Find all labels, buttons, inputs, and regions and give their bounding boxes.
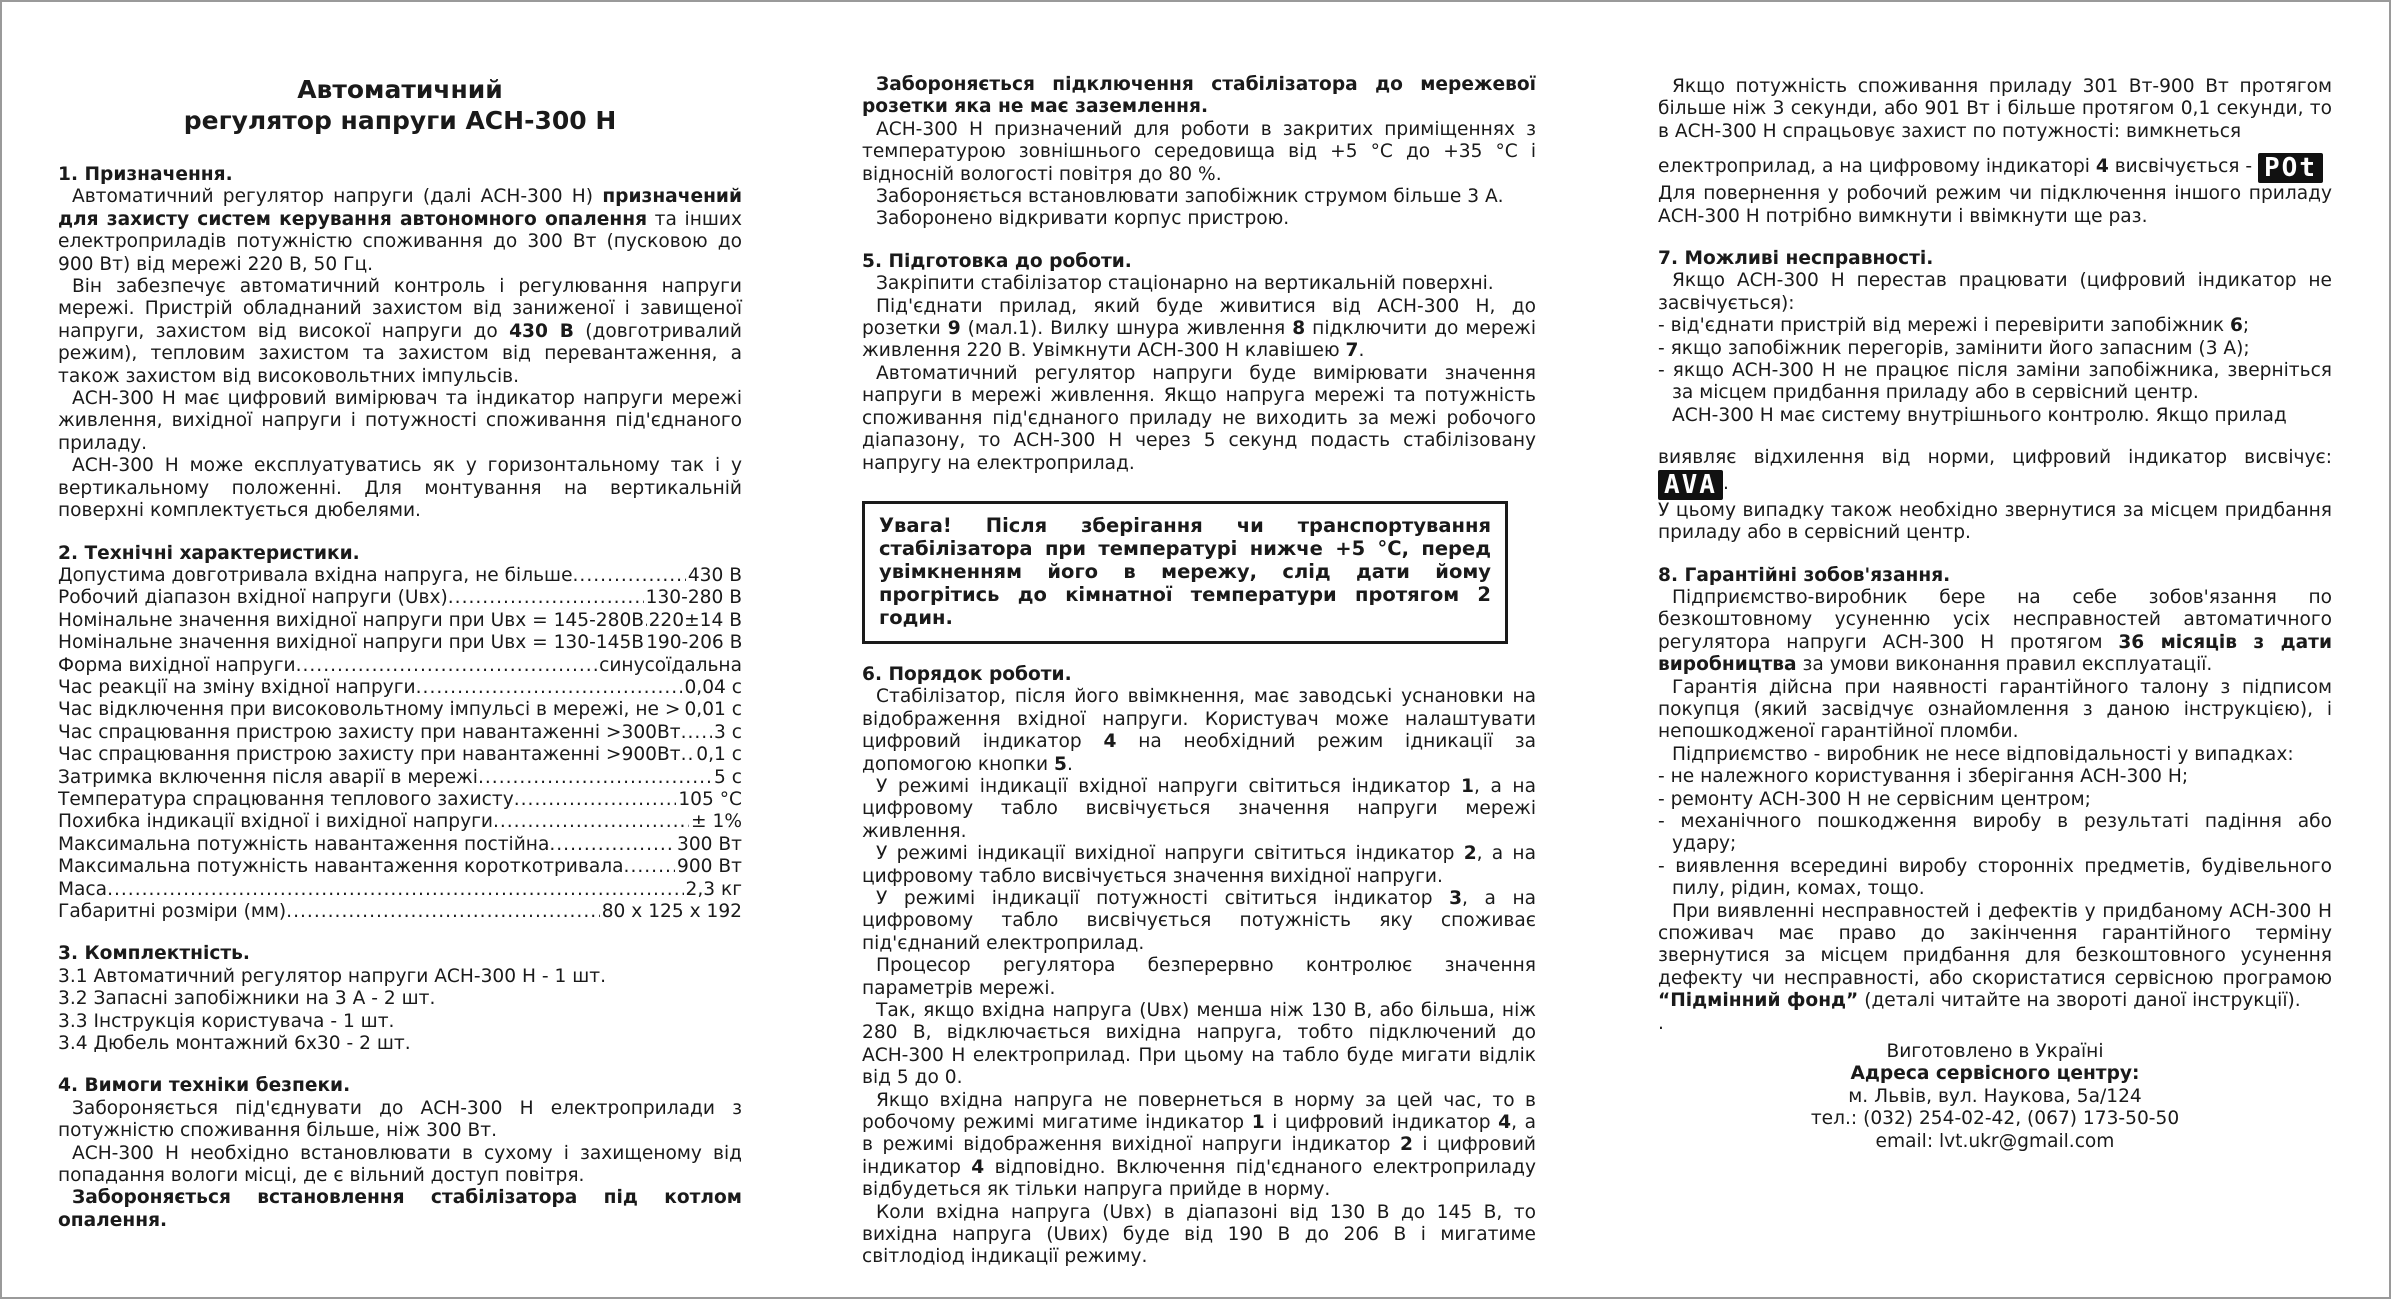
s5-p2-bold-7: 7 bbox=[1345, 340, 1359, 362]
spec-leader-dots bbox=[286, 901, 600, 923]
column-middle bbox=[862, 74, 1536, 1269]
spec-leader-dots bbox=[416, 677, 683, 699]
s8-paragraph-4 bbox=[1658, 901, 2332, 1013]
s1-p1-bold: призначений для захисту систем керування автономного опалення bbox=[58, 186, 742, 230]
s8-p4-text-a: При виявленні несправностей і дефектів у придбаному АСН-300 Н споживач має право до закінчення гарантійного терміну звернутися за місцем придбання для безкоштовного усунення дефекту чи несправності, або скористатися сервісною програмою bbox=[1658, 900, 2332, 989]
spec-value: 220±14 В bbox=[648, 609, 742, 631]
spec-value: 0,1 с bbox=[696, 744, 742, 766]
s4-paragraph-2: АСН-300 Н необхідно встановлювати в сухому і захищеному від попадання вологи місці, де є вільний доступ повітря. bbox=[58, 1142, 742, 1187]
s8-dash-1: - не належного користування і зберігання АСН-300 Н; bbox=[1658, 766, 2189, 788]
spec-row bbox=[58, 655, 742, 677]
spec-value: 900 Вт bbox=[677, 856, 742, 878]
section-3-heading: 3. Комплектність. bbox=[58, 943, 250, 965]
s7-d1-bold: 6 bbox=[2229, 315, 2243, 337]
s8-dot: . bbox=[1658, 1012, 1664, 1034]
s6-p10-bold: 4 bbox=[2095, 156, 2109, 178]
title-line-1: Автоматичний bbox=[297, 75, 503, 104]
spec-value: ± 1% bbox=[691, 811, 742, 833]
s5-p2-text-g: . bbox=[1358, 340, 1365, 362]
s6-p3-text-c: , а на цифровому табло висвічується значення вихідної напруги. bbox=[862, 843, 1536, 887]
s6-paragraph-10 bbox=[1658, 153, 2332, 183]
spec-value: 105 °С bbox=[678, 788, 742, 810]
spec-value: 3 с bbox=[714, 721, 742, 743]
s8-p1-bold: 36 місяців з дати виробництва bbox=[1658, 631, 2332, 676]
s8-p4-text-c: (деталі читайте на звороті даної інструкції). bbox=[1858, 990, 2301, 1012]
spec-label: Максимальна потужність навантаження короткотривала bbox=[58, 856, 624, 878]
s6-p7-bold-4b: 4 bbox=[971, 1156, 985, 1178]
spec-label: Габаритні розміри (мм) bbox=[58, 901, 287, 922]
s4-paragraph-7: Заборонено відкривати корпус пристрою. bbox=[876, 208, 1290, 230]
spec-leader-dots bbox=[296, 655, 598, 677]
s7-d1-text-c: ; bbox=[2242, 315, 2250, 337]
s6-p1-text-e: . bbox=[1066, 753, 1073, 775]
s6-p7-text-c: і цифровий індикатор bbox=[1264, 1112, 1499, 1134]
s6-p3-text-a: У режимі індикації вихідної напруги світиться індикатор bbox=[876, 843, 1464, 865]
s6-p4-bold: 3 bbox=[1449, 887, 1463, 909]
spec-row bbox=[58, 610, 742, 632]
s8-p1-text-c: за умови виконання правил експлуатації. bbox=[1796, 654, 2213, 676]
spec-value: 430 В bbox=[687, 564, 742, 586]
section-6-heading: 6. Порядок роботи. bbox=[862, 663, 1072, 685]
s5-paragraph-2 bbox=[862, 296, 1536, 363]
s6-p7-bold-1: 1 bbox=[1251, 1112, 1265, 1134]
s7-dash-3: - якщо АСН-300 Н не працює після заміни запобіжника, зверніться за місцем придбання приладу або в сервісний центр. bbox=[1658, 360, 2332, 404]
s8-paragraph-3: Підприємство - виробник не несе відповідальності у випадках: bbox=[1672, 743, 2294, 765]
spec-leader-dots bbox=[478, 767, 712, 789]
footer-address-heading-text: Адреса сервісного центру: bbox=[1850, 1063, 2140, 1085]
column-left bbox=[58, 74, 742, 1232]
warning-box bbox=[862, 501, 1508, 644]
column-right bbox=[1658, 76, 2332, 1153]
spec-value: 300 Вт bbox=[677, 833, 742, 855]
spec-label: Допустима довготривала вхідна напруга, не більше bbox=[58, 564, 573, 586]
spec-row bbox=[58, 856, 742, 878]
spec-row bbox=[58, 834, 742, 856]
s5-p2-text-e: підключити до мережі живлення 220 В. Увімкнути АСН-300 Н клавішею bbox=[862, 318, 1537, 362]
s6-paragraph-5: Процесор регулятора безперервно контролює значення параметрів мережі. bbox=[862, 955, 1536, 999]
s7-p3-end: . bbox=[1722, 472, 1729, 494]
spec-row bbox=[58, 632, 742, 654]
footer-address-heading bbox=[1658, 1063, 2332, 1085]
s8-dash-2: - ремонту АСН-300 Н не сервісним центром; bbox=[1658, 788, 2091, 810]
spec-leader-dots bbox=[107, 879, 683, 901]
spec-label: Час спрацювання пристрою захисту при навантаженні >900Вт bbox=[58, 744, 681, 766]
s1-paragraph-4: АСН-300 Н може експлуатуватись як у горизонтальному так і у вертикальному положенні. Для монтування на вертикальній поверхні комплектується дюбелями. bbox=[58, 455, 742, 522]
s6-p7-text-i: відповідно. Включення під'єднаного електроприладу відбудеться як тільки напруга прийде в норму. bbox=[862, 1156, 1536, 1201]
s7-p3-text: виявляє відхилення від норми, цифровий індикатор висвічує: bbox=[1658, 447, 2332, 469]
kit-item-3: 3.3 Інструкція користувача - 1 шт. bbox=[58, 1010, 395, 1032]
spec-leader-dots bbox=[448, 587, 644, 609]
s6-paragraph-7 bbox=[862, 1090, 1536, 1202]
lcd-display-ava: AVA bbox=[1658, 470, 1723, 500]
s8-p1-text-a: Підприємство-виробник бере на себе зобов'язання по безкоштовному усуненню усіх несправностей автоматичного регулятора напруги АСН-300 Н протягом bbox=[1658, 586, 2332, 653]
s5-p2-text-c: (мал.1). Вилку шнура живлення bbox=[960, 318, 1293, 340]
spec-row bbox=[58, 677, 742, 699]
s6-paragraph-11: Для повернення у робочий режим чи підключення іншого приладу АСН-300 Н потрібно вимкнути і ввімкнути ще раз. bbox=[1658, 183, 2332, 227]
s1-p1-text-c: та інших електроприладів потужністю споживання до 300 Вт (пусковою до 900 Вт) від мережі 220 В, 50 Гц. bbox=[58, 208, 742, 275]
s5-paragraph-3: Автоматичний регулятор напруги буде вимірювати значення напруги в мережі живлення. Якщо напруга мережі та потужність споживання під'єднаного приладу не виходить за межі робочого діапазону, то АСН-300 Н через 5 секунд подасть стабілізовану напругу на електроприлад. bbox=[862, 362, 1536, 474]
s6-p1-bold-4: 4 bbox=[1103, 731, 1117, 753]
s4-paragraph-1: Забороняється під'єднувати до АСН-300 Н електроприлади з потужністю споживання більше, ніж 300 Вт. bbox=[58, 1097, 742, 1142]
s7-paragraph-2: АСН-300 Н має систему внутрішнього контролю. Якщо прилад bbox=[1672, 404, 2287, 426]
s8-paragraph-2: Гарантія дійсна при наявності гарантійного талону з підписом покупця (який засвідчує ознайомлення з даною інструкцією), і непошкодженої гарантійної пломби. bbox=[1658, 676, 2332, 743]
s1-paragraph-3: АСН-300 Н має цифровий вимірювач та індикатор напруги мережі живлення, вихідної напруги і потужності споживання під'єднаного приладу. bbox=[58, 388, 742, 454]
spec-row bbox=[58, 767, 742, 789]
s6-paragraph-1 bbox=[862, 686, 1536, 776]
s6-p7-text-g: і цифровий індикатор bbox=[862, 1134, 1536, 1178]
s6-p1-bold-5: 5 bbox=[1054, 753, 1067, 775]
s7-dash-1 bbox=[1658, 315, 2332, 337]
s7-paragraph-1: Якщо АСН-300 Н перестав працювати (цифровий індикатор не засвічується): bbox=[1658, 270, 2332, 314]
s6-paragraph-6: Так, якщо вхідна напруга (Uвх) менша ніж 130 В, або більша, ніж 280 В, відключається вихідна напруга, тобто підключений до АСН-300 Н електроприлад. При цьому на табло буде мигати відлік від 5 до 0. bbox=[862, 1000, 1536, 1089]
s1-p2-text-a: Він забезпечує автоматичний контроль і регулювання напруги мережі. Пристрій обладнаний захистом від заниженої і завищеної напруги, захистом від високої напруги до bbox=[58, 276, 742, 342]
spec-label: Похибка індикації вхідної і вихідної напруги bbox=[58, 811, 493, 833]
spec-value: 0,04 с bbox=[684, 676, 742, 698]
spec-label: Максимальна потужність навантаження постійна bbox=[58, 833, 550, 855]
s6-p7-bold-4a: 4 bbox=[1498, 1112, 1512, 1134]
s1-paragraph-2 bbox=[58, 276, 742, 388]
document-title bbox=[58, 74, 742, 136]
spec-value: 80 х 125 х 192 bbox=[601, 901, 742, 922]
spec-row bbox=[58, 811, 742, 833]
spacer bbox=[1658, 143, 2332, 153]
s1-p2-text-c: (довготривалий режим), тепловим захистом та захистом від перевантаження, а також захистом від високовольтних імпульсів. bbox=[58, 320, 743, 387]
section-8-heading: 8. Гарантійні зобов'язання. bbox=[1658, 564, 1951, 586]
s4-p3-bold: Забороняється встановлення стабілізатора під котлом опалення. bbox=[58, 1187, 742, 1231]
spec-row bbox=[58, 699, 742, 721]
s5-p2-bold-8: 8 bbox=[1292, 318, 1306, 340]
s6-p2-text-c: , а на цифровому табло висвічується значення напруги мережі живлення. bbox=[862, 775, 1536, 842]
section-1-heading: 1. Призначення. bbox=[58, 164, 233, 185]
spec-label: Форма вихідної напруги bbox=[58, 654, 296, 676]
s6-paragraph-4 bbox=[862, 888, 1536, 955]
spec-label: Час відключення при високовольтному імпульсі в мережі, не > bbox=[58, 699, 681, 721]
spec-row bbox=[58, 789, 742, 811]
spec-label: Час спрацювання пристрою захисту при навантаженні >300Вт bbox=[58, 721, 681, 743]
s6-p10-text-a: електроприлад, а на цифровому індикаторі bbox=[1658, 156, 2096, 178]
spec-leader-dots bbox=[681, 744, 695, 766]
spec-row bbox=[58, 901, 742, 923]
s4-p4-bold: Забороняється підключення стабілізатора до мережевої розетки яка не має заземлення. bbox=[862, 74, 1536, 118]
kit-item-1: 3.1 Автоматичний регулятор напруги АСН-300 Н - 1 шт. bbox=[58, 965, 607, 987]
section-7-heading: 7. Можливі несправності. bbox=[1658, 248, 1934, 270]
s7-paragraph-3 bbox=[1658, 447, 2332, 499]
spec-row bbox=[58, 722, 742, 744]
s6-p7-bold-2: 2 bbox=[1399, 1134, 1413, 1156]
s8-paragraph-1 bbox=[1658, 587, 2332, 677]
s6-p2-bold: 1 bbox=[1461, 775, 1474, 797]
s1-p1-text-a: Автоматичний регулятор напруги (далі АСН-300 Н) bbox=[72, 186, 603, 208]
spec-label: Номінальне значення вихідної напруги при Uвх = 130-145В bbox=[58, 632, 645, 654]
spec-leader-dots bbox=[681, 722, 712, 744]
spec-leader-dots bbox=[624, 856, 675, 878]
spec-leader-dots bbox=[493, 811, 689, 833]
section-4-heading: 4. Вимоги техніки безпеки. bbox=[58, 1075, 351, 1097]
s6-paragraph-9: Якщо потужність споживання приладу 301 Вт-900 Вт протягом більше ніж 3 секунди, або 901 Вт і більше протягом 0,1 секунди, то в АСН-300 Н спрацьовує захист по потужності: вимкнеться bbox=[1658, 76, 2332, 142]
s6-p10-text-c: висвічується - bbox=[2108, 156, 2259, 178]
s4-paragraph-3 bbox=[58, 1187, 742, 1232]
footer-made-in: Виготовлено в Україні bbox=[1886, 1041, 2104, 1063]
footer-phone: тел.: (032) 254-02-42, (067) 173-50-50 bbox=[1810, 1108, 2180, 1130]
footer bbox=[1658, 1041, 2332, 1153]
spec-value: 190-206 В bbox=[646, 632, 742, 654]
s1-paragraph-1 bbox=[58, 186, 742, 276]
specs-list bbox=[58, 565, 742, 924]
lcd-display-pot: POt bbox=[2258, 153, 2323, 183]
s4-paragraph-5: АСН-300 Н призначений для роботи в закритих приміщеннях з температурою зовнішнього середовища від +5 °С до +35 °С і відносній вологості повітря до 80 %. bbox=[862, 118, 1536, 185]
warning-text: Увага! Після зберігання чи транспортування стабілізатора при температурі нижче +5 °С, перед увімкненням його в мережу, слід дати йому прогрітись до кімнатної температури протягом 2 годин. bbox=[879, 513, 1491, 629]
s7-d1-text-a: - від'єднати пристрій від мережі і перевірити запобіжник bbox=[1658, 315, 2230, 337]
spec-leader-dots bbox=[514, 789, 677, 811]
s8-dash-3: - механічного пошкодження виробу в результаті падіння або удару; bbox=[1658, 810, 2332, 855]
s8-p4-bold: “Підмінний фонд” bbox=[1658, 990, 1859, 1012]
spec-leader-dots bbox=[549, 834, 675, 856]
spec-label: Затримка включення після аварії в мережі bbox=[58, 766, 478, 788]
spacer bbox=[1658, 427, 2332, 447]
s6-p2-text-a: У режимі індикації вхідної напруги світиться індикатор bbox=[876, 775, 1461, 797]
s7-paragraph-4: У цьому випадку також необхідно звернутися за місцем придбання приладу або в сервісний центр. bbox=[1658, 499, 2332, 544]
kit-list bbox=[58, 966, 742, 1056]
s6-p1-text-a: Стабілізатор, після його ввімкнення, має заводські уснановки на відображення вхідної напруги. Користувач може налаштувати цифровий індикатор bbox=[862, 686, 1536, 753]
s6-paragraph-3 bbox=[862, 843, 1536, 888]
s5-p2-text-a: Під'єднати прилад, який буде живитися від АСН-300 Н, до розетки bbox=[862, 295, 1536, 340]
spec-leader-dots bbox=[573, 565, 686, 587]
s6-paragraph-2 bbox=[862, 776, 1536, 843]
spec-value: синусоїдальна bbox=[599, 654, 742, 676]
spec-row bbox=[58, 879, 742, 901]
spec-value: 130-280 В bbox=[645, 587, 742, 609]
spec-value: 0,01 с bbox=[684, 699, 742, 721]
spec-label: Робочий діапазон вхідної напруги (Uвх) bbox=[58, 587, 448, 609]
s4-paragraph-6: Забороняється встановлювати запобіжник струмом більше 3 А. bbox=[876, 186, 1504, 208]
s6-p4-text-c: , а на цифровому табло висвічується потужність яку споживає під'єднаний електроприлад. bbox=[862, 887, 1536, 954]
section-5-heading: 5. Підготовка до роботи. bbox=[862, 250, 1132, 272]
spec-value: 2,3 кг bbox=[685, 878, 742, 900]
s7-dash-2: - якщо запобіжник перегорів, замінити його запасним (3 А); bbox=[1658, 337, 2250, 359]
spec-label: Номінальне значення вихідної напруги при Uвх = 145-280В bbox=[58, 609, 645, 631]
spec-label: Час реакції на зміну вхідної напруги bbox=[58, 676, 416, 698]
footer-email: email: lvt.ukr@gmail.com bbox=[1875, 1130, 2115, 1152]
spec-row bbox=[58, 744, 742, 766]
s5-p2-bold-9: 9 bbox=[947, 318, 961, 340]
s6-paragraph-8: Коли вхідна напруга (Uвх) в діапазоні від 130 В до 145 В, то вихідна напруга (Uвих) буде від 190 В до 206 В і мигатиме світлодіод індикації режиму. bbox=[862, 1201, 1536, 1268]
kit-item-2: 3.2 Запасні запобіжники на 3 А - 2 шт. bbox=[58, 988, 436, 1010]
spec-label: Маса bbox=[58, 878, 108, 900]
spec-row bbox=[58, 565, 742, 587]
s4-paragraph-4 bbox=[862, 74, 1536, 119]
s5-paragraph-1: Закріпити стабілізатор стаціонарно на вертикальній поверхні. bbox=[876, 273, 1494, 295]
s6-p4-text-a: У режимі індикації потужності світиться індикатор bbox=[876, 887, 1450, 909]
spec-row bbox=[58, 587, 742, 609]
s6-p3-bold: 2 bbox=[1463, 843, 1477, 865]
s6-p7-text-e: , а в режимі відображення вихідної напруги індикатор bbox=[862, 1112, 1536, 1156]
s6-p7-text-a: Якщо вхідна напруга не повернеться в норму за цей час, то в робочому режимі мигатиме індикатор bbox=[862, 1089, 1536, 1134]
spec-label: Температура спрацювання теплового захисту bbox=[58, 788, 514, 810]
section-2-heading: 2. Технічні характеристики. bbox=[58, 542, 360, 564]
footer-address: м. Львів, вул. Наукова, 5а/124 bbox=[1848, 1085, 2142, 1107]
s1-p2-bold: 430 В bbox=[509, 320, 574, 342]
title-line-2: регулятор напруги АСН-300 Н bbox=[183, 106, 617, 135]
spec-value: 5 с bbox=[714, 766, 742, 788]
s6-p1-text-c: на необхідний режим ідникації за допомогою кнопки bbox=[862, 731, 1537, 775]
s8-dash-4: - виявлення всередині виробу сторонніх предметів, будівельного пилу, рідин, комах, тощо. bbox=[1658, 855, 2332, 900]
kit-item-4: 3.4 Дюбель монтажний 6х30 - 2 шт. bbox=[58, 1033, 411, 1055]
